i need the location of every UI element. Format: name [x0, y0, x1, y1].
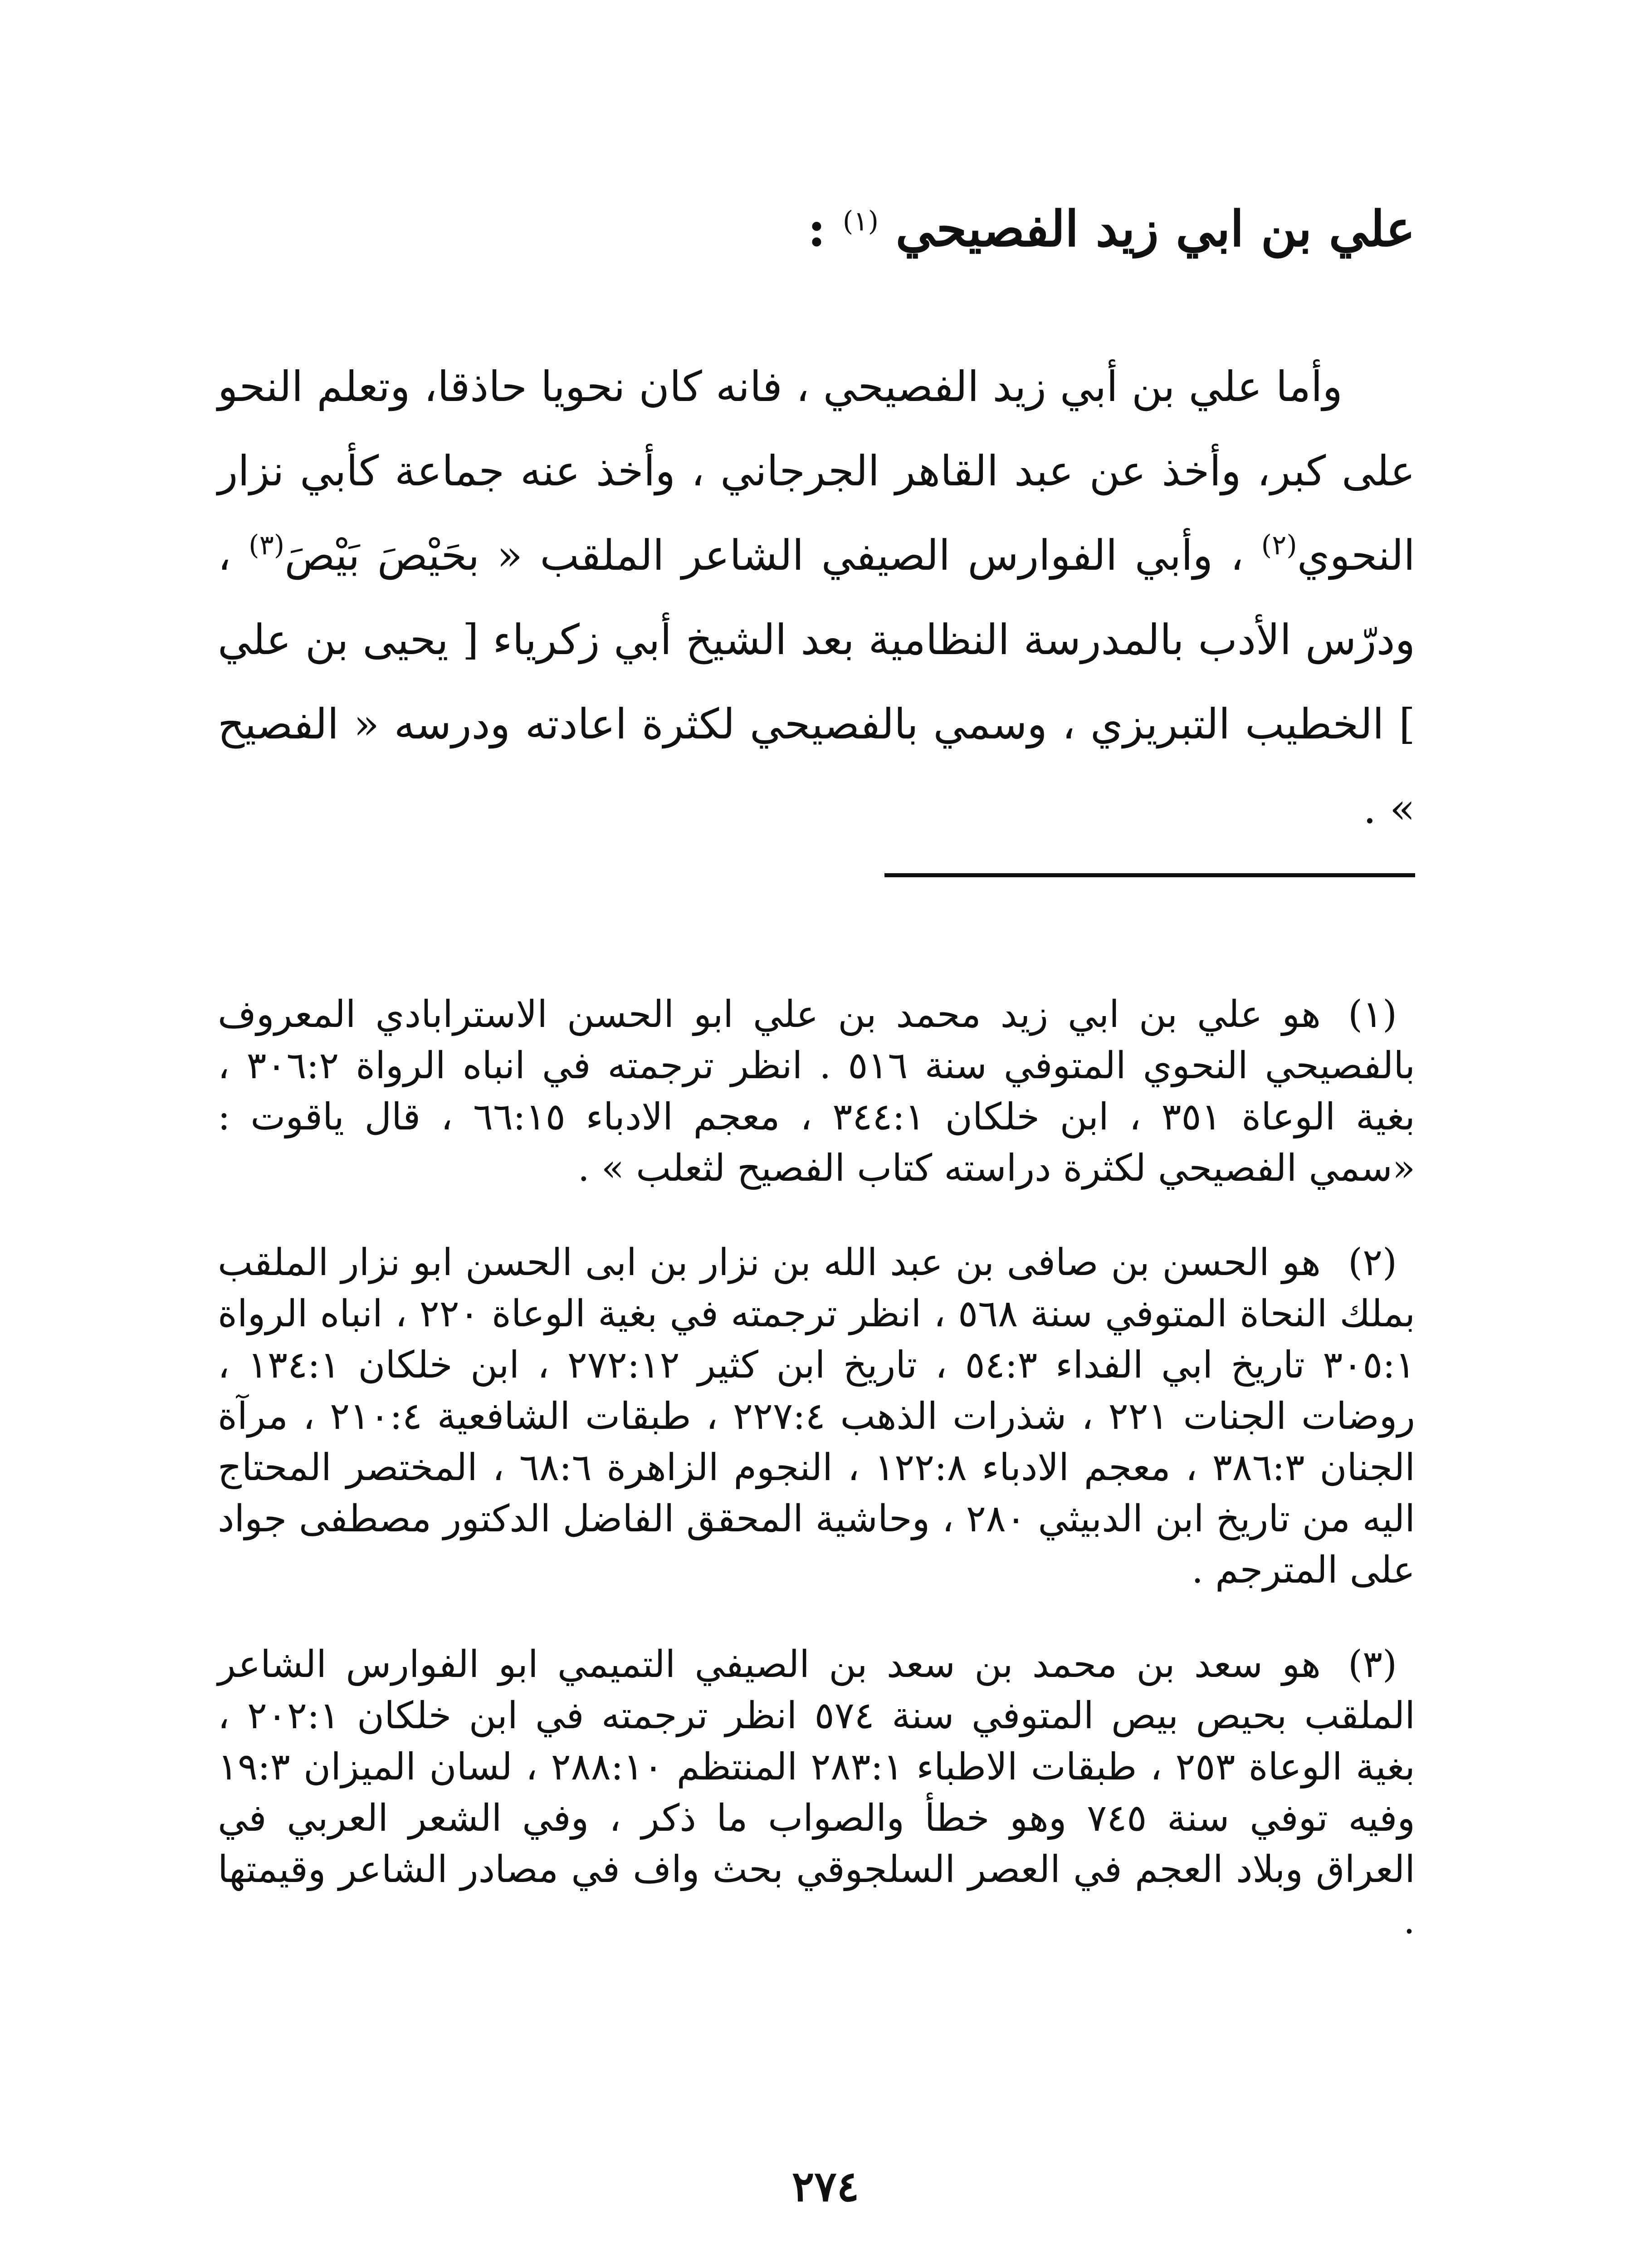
footnote-text: هو سعد بن محمد بن سعد بن الصيفي التميمي ابو الفوارس الشاعر الملقب بحيص بيص المتوفي سنة ٥٧٤ انظر ترجمته في ابن خلكان ٢٠٢:١ ، بغية الوعاة ٢٥٣ ، طبقات الاطباء ٢٨٣:١ المنتظم ٢٨٨:١٠ ، لسان الميزان ١٩:٣ وفيه توفي سنة ٧٤٥ وهو خطأ والصواب ما ذكر ، وفي الشعر العربي في العراق وبلاد العجم في العصر السلجوقي بحث واف في مصادر الشاعر وقيمتها . [218, 1643, 1416, 1942]
body-paragraph [218, 345, 1415, 851]
footnote-3 [218, 1639, 1415, 1946]
entry-heading [190, 195, 1415, 263]
entry-title: علي بن ابي زيد الفصيحي [895, 200, 1415, 258]
heading-footnote-marker: (١) [842, 205, 879, 237]
body-text-part-3: ، ودرّس الأدب بالمدرسة النظامية بعد الشيخ أبي زكرياء [ يحيى بن علي ] الخطيب التبريزي ، وسمي بالفصيحي لكثرة اعادته ودرسه « الفصيح » . [218, 531, 1415, 833]
body-text [218, 345, 1415, 851]
footnote-number: (٣) [1348, 1643, 1397, 1686]
footnote-number: (١) [1348, 993, 1397, 1036]
body-footnote-marker-3: (٣) [249, 529, 285, 561]
footnote-1 [218, 989, 1415, 1194]
footnote-number: (٢) [1348, 1241, 1397, 1284]
footnote-text: هو الحسن بن صافى بن عبد الله بن نزار بن ابى الحسن ابو نزار الملقب بملك النحاة المتوفي سنة ٥٦٨ ، انظر ترجمته في بغية الوعاة ٢٢٠ ، انباه الرواة ٣٠٥:١ تاريخ ابي الفداء ٥٤:٣ ، تاريخ ابن كثير ٢٧٢:١٢ ، ابن خلكان ١٣٤:١ ، روضات الجنات ٢٢١ ، شذرات الذهب ٢٢٧:٤ ، طبقات الشافعية ٢١٠:٤ ، مرآة الجنان ٣٨٦:٣ ، معجم الادباء ١٢٢:٨ ، النجوم الزاهرة ٦٨:٦ ، المختصر المحتاج اليه من تاريخ ابن الدبيثي ٢٨٠ ، وحاشية المحقق الفاضل الدكتور مصطفى جواد على المترجم . [218, 1241, 1416, 1592]
footnote-separator-rule [884, 873, 1415, 877]
body-text-part-1: وأما علي بن أبي زيد الفصيحي ، فانه كان نحويا حاذقا، وتعلم النحو على كبر، وأخذ عن عبد القاهر الجرجاني ، وأخذ عنه جماعة كأبي نزار النحوي [218, 362, 1415, 580]
page-number: ٢٧٤ [791, 2162, 860, 2211]
body-text-part-2: ، وأبي الفوارس الصيفي الشاعر الملقب « بحَيْصَ بَيْصَ [284, 531, 1244, 580]
body-footnote-marker-2: (٢) [1261, 529, 1297, 561]
footnotes-section [218, 989, 1415, 1989]
heading-colon: : [807, 200, 826, 258]
footnote-text: هو علي بن ابي زيد محمد بن علي ابو الحسن الاسترابادي المعروف بالفصيحي النحوي المتوفي سنة ٥١٦ . انظر ترجمته في انباه الرواة ٣٠٦:٢ ، بغية الوعاة ٣٥١ ، ابن خلكان ٣٤٤:١ ، معجم الادباء ٦٦:١٥ ، قال ياقوت : «سمي الفصيحي لكثرة دراسته كتاب الفصيح لثعلب » . [218, 993, 1416, 1190]
footnote-2 [218, 1237, 1415, 1596]
